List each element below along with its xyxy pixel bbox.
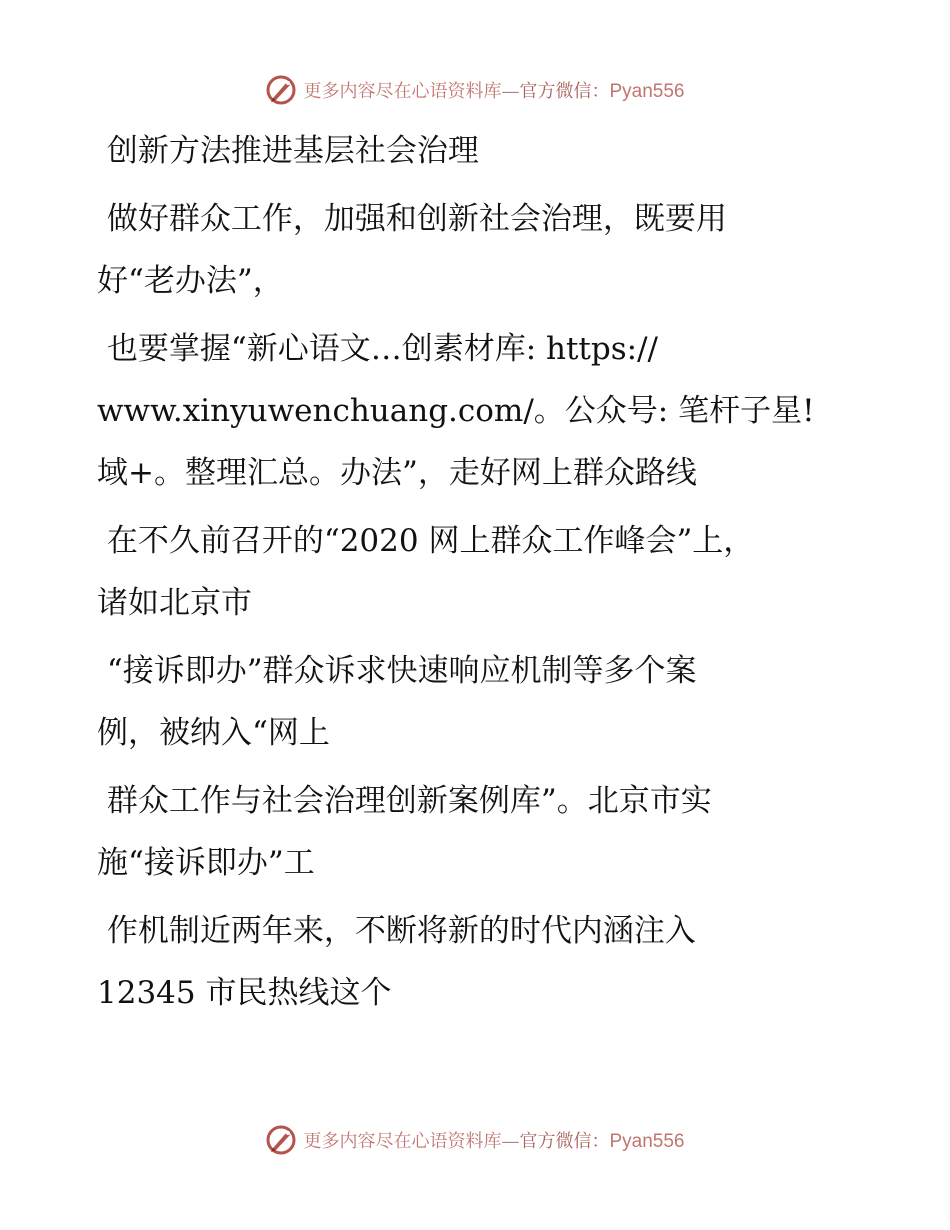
paragraph: 在不久前召开的“2020 网上群众工作峰会”上， 诸如北京市 (97, 523, 755, 621)
paragraph: “接诉即办”群众诉求快速响应机制等多个案 例，被纳入“网上 (97, 653, 697, 751)
watermark-group (265, 1124, 684, 1156)
paragraph: 群众工作与社会治理创新案例库”。北京市实 施“接诉即办”工 (97, 783, 712, 881)
paragraph: 做好群众工作，加强和创新社会治理，既要用 好“老办法”， (97, 201, 727, 299)
watermark-group (265, 74, 684, 106)
document-body (97, 120, 857, 1024)
watermark-text (303, 77, 684, 103)
watermark-wechat-id: Pyan556 (609, 1131, 685, 1152)
watermark-dash: — (501, 81, 520, 102)
watermark-main: 更多内容尽在心语资料库 (303, 1131, 502, 1152)
watermark-wechat-id: Pyan556 (609, 81, 685, 102)
paragraph: 作机制近两年来，不断将新的时代内涵注入 12345 市民热线这个 (97, 913, 696, 1011)
pen-logo-icon (265, 1124, 297, 1156)
pen-logo-icon (265, 74, 297, 106)
header-watermark (0, 70, 950, 110)
document-title: 创新方法推进基层社会治理 (97, 133, 479, 169)
footer-watermark (0, 1120, 950, 1160)
watermark-text (303, 1127, 684, 1153)
watermark-wechat-label: 官方微信： (519, 1131, 610, 1152)
watermark-wechat-label: 官方微信： (519, 81, 610, 102)
watermark-dash: — (501, 1131, 520, 1152)
paragraph: 也要掌握“新心语文…创素材库: https:// www.xinyuwenchuang.com/。公众号: 笔杆子星! 域+。整理汇总。办法”，走好网上群众路线 (97, 331, 815, 491)
watermark-main: 更多内容尽在心语资料库 (303, 81, 502, 102)
